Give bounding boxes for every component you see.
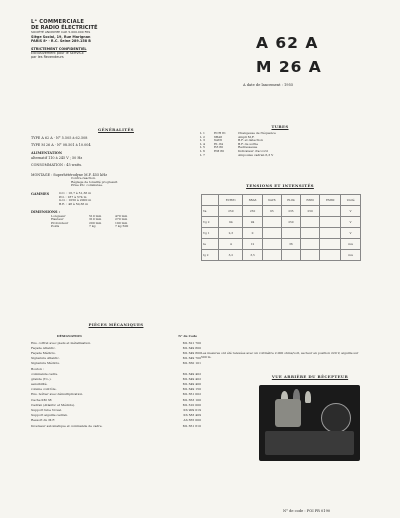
table-cell [300, 228, 319, 239]
table-cell: Vg 1 [202, 228, 219, 239]
table-corner [202, 195, 219, 206]
parts-row [31, 362, 201, 366]
part-designation: Façade Atlantic. [31, 345, 56, 350]
address-line-2: PARIS 8ᵉ · R.C. Seine 289.158 B [31, 38, 91, 43]
table-cell: V [341, 206, 361, 217]
tube-cell: EL 84 [214, 141, 223, 146]
parts-section [31, 322, 201, 430]
tube-cell: L 7 [200, 152, 205, 157]
table-cell: 2,3 [219, 228, 243, 239]
address-line-1: Siège Social, 19, Rue Marignan [31, 34, 91, 39]
parts-header: DÉSIGNATION N° de Code [57, 334, 197, 338]
table-row [202, 239, 361, 250]
table-row [202, 228, 361, 239]
part-code: ML 651 610 [182, 423, 201, 428]
table-cell: Ia [202, 239, 219, 250]
table-cell: 235 [281, 206, 300, 217]
table-cell [320, 228, 341, 239]
gamme-item: P.O. : 187 à 574 m [59, 194, 87, 199]
parts-row [31, 399, 201, 403]
parts-row [31, 357, 201, 361]
part-designation: volume contrôle. [31, 387, 57, 392]
parts-row [31, 388, 201, 392]
dims-row: Hauteur 310 mm 270 mm [51, 217, 128, 222]
tubes-section [200, 124, 360, 157]
part-designation: Bouton : [31, 366, 44, 371]
montage-line-4: Prise P.U. commutée. [71, 183, 104, 188]
tubes-title: TUBES [271, 124, 289, 129]
tube-image [305, 391, 311, 403]
table-cell: V [341, 228, 361, 239]
table-cell: 250 [281, 217, 300, 228]
table-cell: Va [202, 206, 219, 217]
speaker-image [321, 403, 351, 433]
type-a-line: TYPE A 62 A · N° 5.505 à 62.508 [31, 136, 88, 140]
table-cell [281, 250, 300, 261]
table-cell: mA [341, 239, 361, 250]
part-code: ML 649 700 [182, 356, 201, 361]
table-header-cell: ECH81 [219, 195, 243, 206]
tube-cell: L 6 [200, 148, 205, 153]
chassis-coil [275, 399, 301, 427]
parts-row [31, 347, 201, 351]
part-code: ML 649 400 [182, 382, 201, 387]
dims-row: Poids 7 kg 7 kg 500 [51, 224, 129, 229]
company-line-3: SOCIÉTÉ ANONYME CAP. 5.000.000 FRS [31, 30, 91, 34]
tube-cell: EM 80 [214, 148, 225, 153]
tensions-note: Les mesures ont été relevées avec un voltmètre 2.000 ohms/volt, secteur en position 220 V, aiguille sur 500 m. [201, 351, 359, 359]
part-designation: Cache KM 38 [31, 397, 52, 402]
tensions-title: TENSIONS ET INTENSITÉS [246, 183, 314, 188]
part-designation: commande cadre. [31, 371, 59, 376]
part-code: ML 649 402 [182, 371, 201, 376]
part-code: ML 649 800 [182, 350, 201, 355]
part-code: ML 649 402 [182, 376, 201, 381]
table-cell: 94 [219, 217, 243, 228]
table-header-cell: 6AV6 [262, 195, 281, 206]
table-cell [320, 206, 341, 217]
part-designation: Cadran (Atlantic et Médicis). [31, 402, 76, 407]
tensions-table [201, 194, 361, 261]
table-cell: 95 [262, 206, 281, 217]
part-designation: Ens. coffret avec pieds et métallisation. [31, 340, 92, 345]
parts-row [31, 404, 201, 408]
part-designation: Inverseur automatique et commande de cadre. [31, 423, 103, 428]
reserved-line-1: Exclusivement pour le SERVICE [31, 51, 85, 56]
table-cell: V [341, 217, 361, 228]
table-cell: 94 [243, 217, 262, 228]
parts-row [31, 352, 201, 356]
photo-title: VUE ARRIÈRE DU RÉCEPTEUR [271, 374, 349, 379]
tube-cell: 6BA6 [214, 134, 223, 139]
gamme-item: O.C. : 16,7 à 51,36 m [59, 191, 92, 195]
part-code: AS 655 000 [183, 418, 201, 423]
table-cell: 3,2 [219, 250, 243, 261]
table-header-cell: EL84 [281, 195, 300, 206]
table-cell [262, 228, 281, 239]
parts-row [31, 409, 201, 413]
table-cell: 0 [243, 228, 262, 239]
parts-row [31, 378, 201, 382]
parts-row [31, 368, 201, 372]
part-designation: sensibilité. [31, 382, 48, 387]
tube-cell: Ampli M.F. [238, 134, 255, 139]
part-code: KS 909 019 [183, 408, 201, 413]
parts-row [31, 342, 201, 346]
dims-title: DIMENSIONS : [31, 210, 60, 215]
gammes-title: GAMMES [31, 192, 50, 196]
company-header [31, 19, 131, 60]
part-code: ML 610 000 [182, 402, 201, 407]
table-cell [300, 250, 319, 261]
tensions-section [200, 183, 360, 188]
table-cell: 36 [281, 239, 300, 250]
table-cell: 250 [300, 206, 319, 217]
gamme-item: B.E. : 48 à 50,36 m [59, 201, 89, 206]
montage-line-1: MONTAGE : Superhétérodyne M.F. 455 kHz [31, 173, 107, 178]
table-cell [300, 217, 319, 228]
launch-date: A date de lancement : 1955 [243, 83, 294, 87]
parts-row [31, 393, 201, 397]
model-1: A 62 A [256, 34, 319, 52]
table-cell [320, 239, 341, 250]
table-cell [262, 217, 281, 228]
tube-cell: Ampoules cadran 6,3 V [238, 152, 274, 157]
part-designation: Signature Atlantic. [31, 356, 60, 361]
table-cell: Ig 2 [202, 250, 219, 261]
table-header-cell: 6BA6 [243, 195, 262, 206]
table-cell: mA [341, 250, 361, 261]
model-numbers [256, 31, 322, 79]
tube-cell: L 5 [200, 145, 205, 150]
part-code: ML 650 101 [182, 361, 201, 366]
table-cell: Vg 2 [202, 217, 219, 228]
part-code: KS 583 409 [183, 413, 201, 418]
part-code: ML 651 002 [182, 392, 201, 397]
table-header-cell: EZ80 [300, 195, 319, 206]
dims-row: Longueur 510 mm 470 mm [51, 213, 128, 218]
part-designation: Ressort du M.F. [31, 418, 55, 423]
table-cell: 4 [219, 239, 243, 250]
table-cell: 12 [243, 239, 262, 250]
table-row [202, 217, 361, 228]
table-cell: 3,5 [243, 250, 262, 261]
table-cell [300, 239, 319, 250]
parts-row [31, 419, 201, 423]
gamme-item: G.O. : 1050 à 2000 m [59, 198, 92, 203]
tube-cell: Changeuse de fréquence [238, 131, 276, 135]
tube-cell: ECH 81 [214, 131, 226, 135]
tube-cell: Redresseuse [238, 145, 258, 150]
tube-row [200, 154, 360, 158]
table-cell [262, 239, 281, 250]
general-section [31, 127, 201, 229]
table-cell: 250 [243, 206, 262, 217]
alim-title: ALIMENTATION [31, 151, 62, 156]
table-cell: 250 [219, 206, 243, 217]
table-cell [320, 250, 341, 261]
tube-cell: EZ 80 [214, 145, 224, 150]
model-2: M 26 A [256, 58, 322, 76]
footer-code: N° de code : FOI PR 0190 [283, 509, 331, 513]
receiver-rear-photo [259, 385, 360, 461]
parts-row [31, 425, 201, 429]
tube-cell: L 2 [200, 134, 205, 139]
table-cell [320, 217, 341, 228]
part-designation: Façade Médicis. [31, 350, 56, 355]
parts-row [31, 414, 201, 418]
tube-cell: L 1 [200, 131, 205, 135]
dims-row: Profondeur 200 mm 190 mm [51, 220, 128, 225]
parts-title: PIÈCES MÉCANIQUES [88, 322, 144, 327]
tube-cell: L 3 [200, 138, 205, 143]
tube-cell [214, 154, 238, 158]
montage-line-3: Réglage de tonalité progressif. [71, 179, 118, 184]
part-code: ML 621 700 [182, 340, 201, 345]
tube-cell: L 4 [200, 141, 205, 146]
parts-row [31, 373, 201, 377]
tube-cell: B.F. et détection [238, 138, 263, 143]
montage-line-2: Contre-réaction. [71, 176, 96, 181]
tube-cell: B.F. de sortie [238, 141, 259, 146]
consumption: CONSOMMATION : 45 watts. [31, 162, 83, 167]
part-designation: grande (T.L.). [31, 376, 52, 381]
type-m-line: TYPE M 26 A · N° 08.501 à 10.004 [31, 143, 91, 148]
part-designation: Signature Médicis. [31, 361, 60, 366]
table-row [202, 206, 361, 217]
table-cell [281, 228, 300, 239]
part-designation: Ens. boîtier avec démultiplication. [31, 392, 84, 397]
table-cell [262, 250, 281, 261]
part-code: ML 653 100 [182, 397, 201, 402]
reserved-line-2: par les Revendeurs [31, 55, 64, 60]
tube-cell: Indicateur d'accord [238, 148, 268, 153]
part-designation: Support tube Noval. [31, 408, 62, 413]
table-header-cell: Unité [341, 195, 361, 206]
company-line-2: DE RADIO ÉLECTRICITÉ [31, 25, 98, 31]
part-designation: Support aiguille cadran. [31, 413, 68, 418]
chassis-base [265, 431, 354, 455]
tube-cell: 6AV6 [214, 138, 223, 143]
alim-value: alternatif 110 à 245 V ; 50 Hz [31, 155, 83, 160]
company-line-1: Lᵉ COMMERCIALE [31, 19, 85, 25]
confidential-label: STRICTEMENT CONFIDENTIEL [31, 47, 87, 51]
table-row [202, 250, 361, 261]
part-code: ML 649 150 [182, 387, 201, 392]
table-header-cell: EM80 [320, 195, 341, 206]
part-code: ML 649 800 [182, 345, 201, 350]
general-title: GÉNÉRALITÉS [98, 127, 134, 132]
